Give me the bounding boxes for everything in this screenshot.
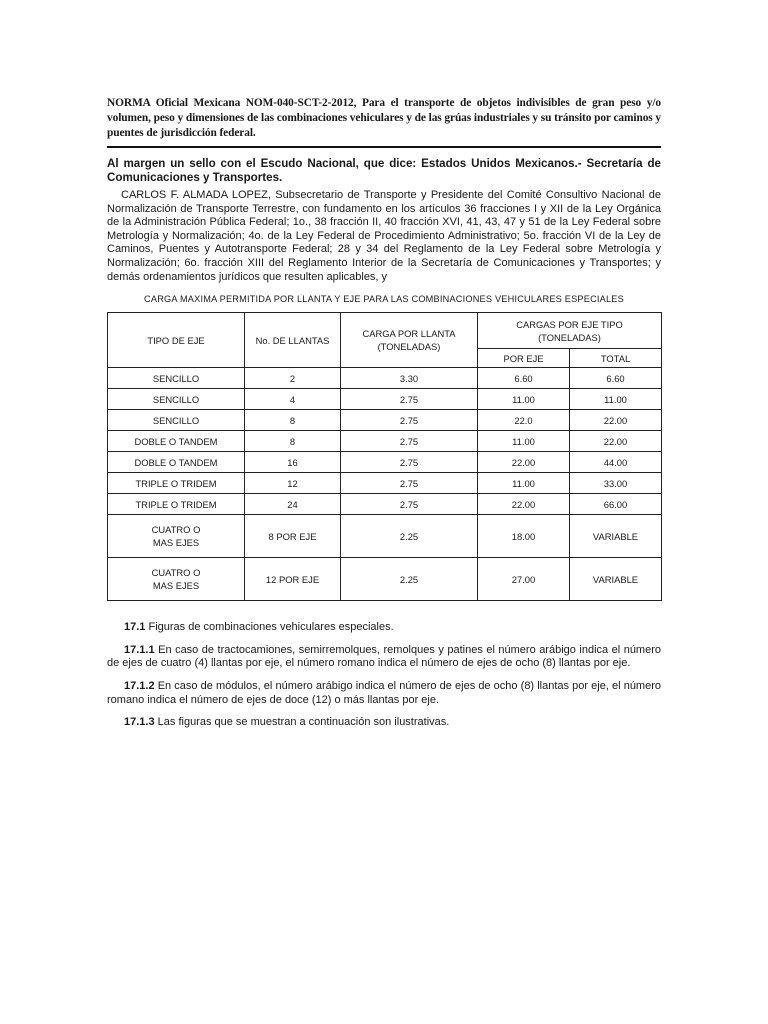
preamble-text: Al margen un sello con el Escudo Nacional, que dice: Estados Unidos Mexicanos.- Secretaría de Comunicaciones y Transportes. [107, 157, 661, 184]
cell-por-eje: 18.00 [478, 515, 570, 558]
body-paragraph: CARLOS F. ALMADA LOPEZ, Subsecretario de Transporte y Presidente del Comité Consultivo Nacional de Normalización de Transporte Terrestre, con fundamento en los artículos 36 fracciones I y XII de la Ley Orgánica de la Administración Pública Federal; 1o., 38 fracción II, 40 fracción XVI, 41, 43, 47 y 51 de la Ley Federal sobre Metrología y Normalización; 4o. de la Ley Federal de Procedimiento Administrativo; 5o. fracción VI de la Ley de Caminos, Puentes y Autotransporte Federal; 28 y 34 del Reglamento de la Ley Federal sobre Metrología y Normalización; 6o. fracción XIII del Reglamento Interior de la Secretaría de Comunicaciones y Transportes; y demás ordenamientos jurídicos que resulten aplicables, y [107, 189, 661, 283]
header-cargas-eje [478, 313, 662, 349]
cell-total: 22.00 [570, 410, 662, 431]
table-row [108, 494, 662, 515]
cell-carga: 3.30 [341, 368, 478, 389]
cell-por-eje: 22.0 [478, 410, 570, 431]
header-tipo-eje: TIPO DE EJE [108, 313, 245, 368]
clause-text: En caso de tractocamiones, semirremolques, remolques y patines el número arábigo indica el número de ejes de cuatro (4) llantas por eje, el número romano indica el número de ejes de ocho (8) llantas por eje. [107, 643, 661, 670]
table-row [108, 473, 662, 494]
cell-llantas: 8 [245, 431, 341, 452]
load-table [107, 312, 662, 601]
cell-tipo-line2: MAS EJES [152, 537, 200, 549]
cell-tipo: TRIPLE O TRIDEM [108, 494, 245, 515]
cell-tipo-line2: MAS EJES [152, 580, 200, 592]
cell-carga: 2.75 [341, 431, 478, 452]
document-page [107, 96, 661, 730]
header-carga-llanta-line1: CARGA POR LLANTA [362, 328, 456, 340]
header-total: TOTAL [570, 349, 662, 368]
cell-por-eje: 11.00 [478, 389, 570, 410]
clause-number: 17.1.2 [124, 679, 155, 692]
table-row [108, 558, 662, 601]
cell-total: 44.00 [570, 452, 662, 473]
header-carga-llanta [341, 313, 478, 368]
cell-tipo: SENCILLO [108, 410, 245, 431]
cell-total: 66.00 [570, 494, 662, 515]
cell-carga: 2.25 [341, 515, 478, 558]
table-row [108, 389, 662, 410]
cell-llantas: 2 [245, 368, 341, 389]
cell-carga: 2.75 [341, 389, 478, 410]
table-row [108, 515, 662, 558]
clause-number: 17.1.3 [124, 716, 155, 729]
cell-tipo-line1: CUATRO O [151, 567, 201, 579]
table-row [108, 368, 662, 389]
table-row [108, 452, 662, 473]
cell-llantas: 16 [245, 452, 341, 473]
cell-por-eje: 6.60 [478, 368, 570, 389]
title-divider [107, 146, 661, 148]
header-cargas-eje-line2: (TONELADAS) [538, 331, 601, 343]
cell-llantas: 12 [245, 473, 341, 494]
cell-carga: 2.75 [341, 410, 478, 431]
cell-llantas: 4 [245, 389, 341, 410]
clause-text: En caso de módulos, el número arábigo indica el número de ejes de ocho (8) llantas por eje, el número romano indica el número de ejes de doce (12) o más llantas por eje. [107, 679, 661, 706]
table-row [108, 431, 662, 452]
cell-total: 33.00 [570, 473, 662, 494]
cell-total: 11.00 [570, 389, 662, 410]
cell-por-eje: 27.00 [478, 558, 570, 601]
cell-carga: 2.75 [341, 473, 478, 494]
cell-tipo [108, 515, 245, 558]
cell-total: VARIABLE [570, 515, 662, 558]
clause-17-1-2 [107, 680, 661, 707]
cell-por-eje: 11.00 [478, 473, 570, 494]
cell-tipo-line1: CUATRO O [151, 524, 201, 536]
cell-tipo: SENCILLO [108, 389, 245, 410]
header-carga-llanta-line2: (TONELADAS) [377, 341, 441, 353]
document-title: NORMA Oficial Mexicana NOM-040-SCT-2-2012, Para el transporte de objetos indivisibles de gran peso y/o volumen, peso y dimensiones de las combinaciones vehiculares y de las grúas industriales y su tránsito por caminos y puentes de jurisdicción federal. [107, 97, 661, 139]
cell-total: 6.60 [570, 368, 662, 389]
cell-total: VARIABLE [570, 558, 662, 601]
cell-carga: 2.25 [341, 558, 478, 601]
cell-llantas: 8 [245, 410, 341, 431]
table-row [108, 410, 662, 431]
clause-17-1-3 [107, 716, 661, 730]
header-cargas-eje-line1: CARGAS POR EJE TIPO [516, 318, 623, 330]
clause-17-1 [107, 621, 661, 635]
header-por-eje: POR EJE [478, 349, 570, 368]
header-llantas: No. DE LLANTAS [245, 313, 341, 368]
table-caption: CARGA MAXIMA PERMITIDA POR LLANTA Y EJE PARA LAS COMBINACIONES VEHICULARES ESPECIALES [144, 294, 624, 305]
cell-tipo: SENCILLO [108, 368, 245, 389]
cell-llantas: 8 POR EJE [245, 515, 341, 558]
clause-text: Las figuras que se muestran a continuación son ilustrativas. [157, 716, 450, 729]
cell-total: 22.00 [570, 431, 662, 452]
cell-por-eje: 22.00 [478, 452, 570, 473]
cell-por-eje: 22.00 [478, 494, 570, 515]
clause-number: 17.1 [124, 621, 146, 634]
cell-por-eje: 11.00 [478, 431, 570, 452]
clause-number: 17.1.1 [124, 643, 155, 656]
clause-17-1-1 [107, 644, 661, 671]
cell-tipo: TRIPLE O TRIDEM [108, 473, 245, 494]
cell-llantas: 12 POR EJE [245, 558, 341, 601]
cell-llantas: 24 [245, 494, 341, 515]
cell-tipo: DOBLE O TANDEM [108, 431, 245, 452]
cell-tipo [108, 558, 245, 601]
cell-tipo: DOBLE O TANDEM [108, 452, 245, 473]
cell-carga: 2.75 [341, 494, 478, 515]
cell-carga: 2.75 [341, 452, 478, 473]
clause-text: Figuras de combinaciones vehiculares especiales. [148, 621, 394, 634]
